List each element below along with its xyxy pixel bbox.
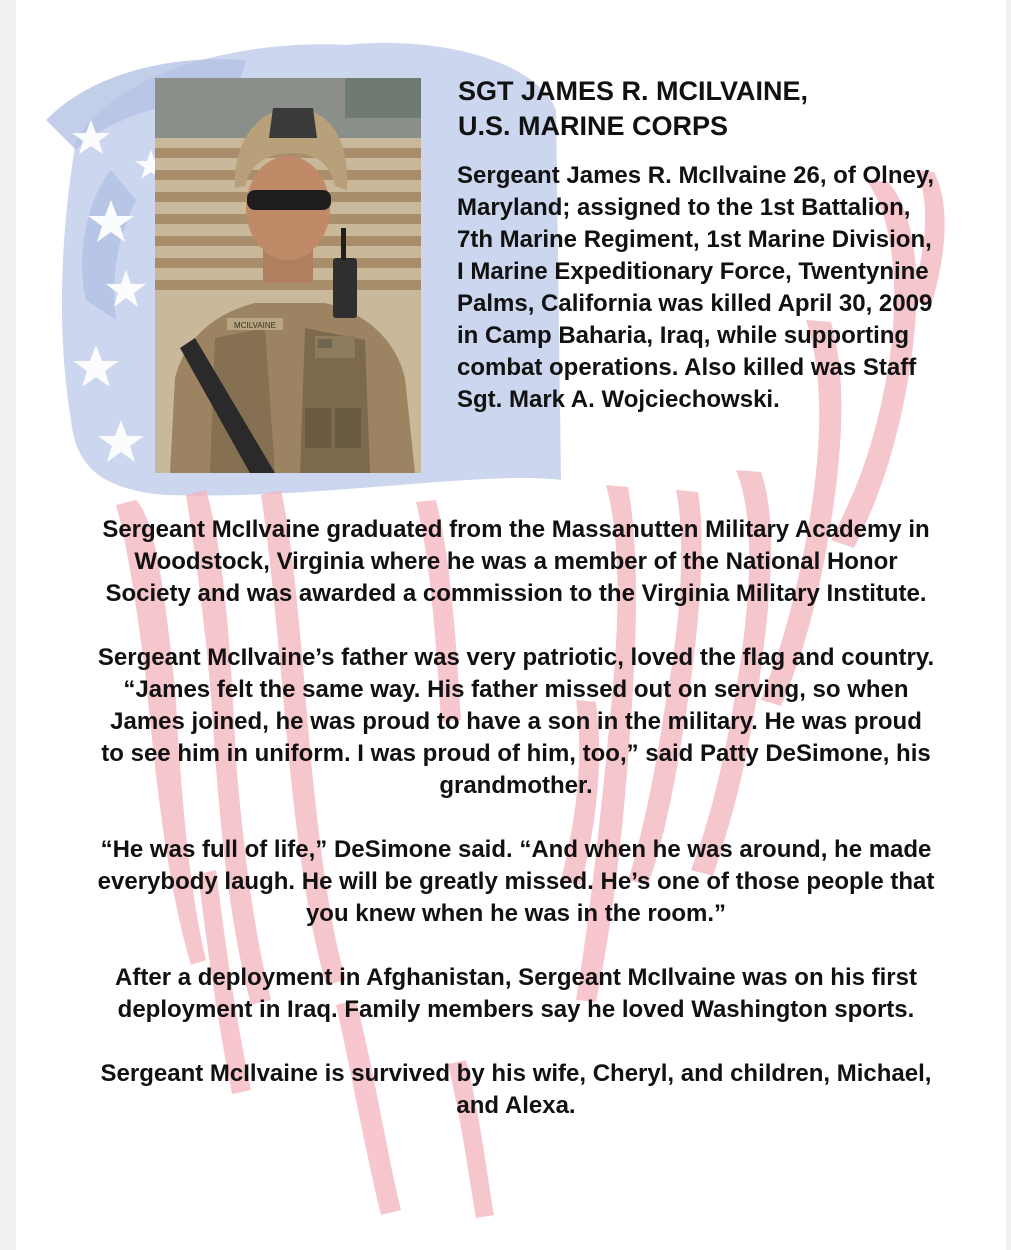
soldier-photo [155, 78, 421, 473]
title-line-1: SGT JAMES R. MCILVAINE, [458, 76, 809, 106]
paragraph-survived: Sergeant McIlvaine is survived by his wife, Cheryl, and children, Michael, and Alexa. [100, 1060, 932, 1119]
memorial-page [16, 0, 1006, 1250]
intro-paragraph: Sergeant James R. McIlvaine 26, of Olney, Maryland; assigned to the 1st Battalion, 7th Marine Regiment, 1st Marine Division, I Marine Expeditionary Force, Twentynine Palms, California was killed April 30, 2009 in Camp Baharia, Iraq, while supporting combat operations. Also killed was Staff Sgt. Mark A. Wojciechowski. [457, 162, 935, 413]
body-text [96, 514, 936, 1154]
name-tape-text: MCILVAINE [234, 321, 276, 330]
paragraph-father: Sergeant McIlvaine’s father was very patriotic, loved the flag and country. “James felt the same way. His father missed out on serving, so when James joined, he was proud to have a son in the military. He was proud to see him in uniform. I was proud of him, too,” said Patty DeSimone, his grandmother. [97, 644, 935, 799]
paragraph-deployment: After a deployment in Afghanistan, Sergeant McIlvaine was on his first deployment in Iraq. Family members say he loved Washington sports. [115, 964, 917, 1023]
radio [333, 258, 357, 318]
title-line-2: U.S. MARINE CORPS [458, 111, 729, 141]
sunglasses [247, 190, 331, 210]
paragraph-quote: “He was full of life,” DeSimone said. “And when he was around, he made everybody laugh. He will be greatly missed. He’s one of those people that you knew when he was in the room.” [97, 836, 935, 927]
page-title [458, 74, 978, 144]
paragraph-education: Sergeant McIlvaine graduated from the Massanutten Military Academy in Woodstock, Virginia where he was a member of the National Honor Society and was awarded a commission to the Virginia Military Institute. [102, 516, 930, 607]
